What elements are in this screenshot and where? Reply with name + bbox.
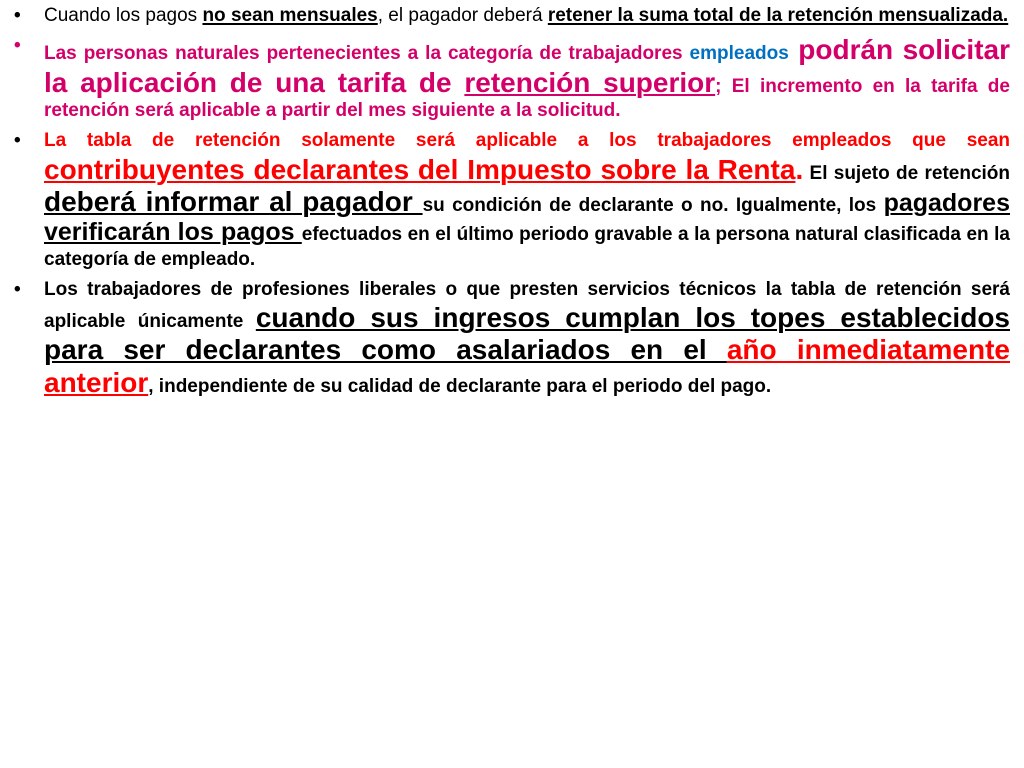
text-segment: efectuados en el último periodo gravable a la persona natural clasificada en la categoría de empleado. bbox=[44, 224, 1010, 270]
bullet-dot: • bbox=[14, 5, 21, 26]
text-segment: La tabla de retención solamente será aplicable a los trabajadores empleados que sean bbox=[44, 130, 1010, 152]
emphasis-cuando-sus-ingresos: cuando sus ingresos cumplan los topes establecidos para ser declarantes como asalariados en el bbox=[44, 302, 1010, 366]
text-segment: , el pagador deberá bbox=[377, 5, 548, 26]
bullet-item-2 bbox=[0, 34, 1024, 123]
emphasis-no-sean-mensuales: no sean mensuales bbox=[202, 5, 378, 26]
emphasis-retener-suma-total: retener la suma total de la retención mensualizada. bbox=[547, 5, 1009, 26]
bullet-list bbox=[0, 4, 1024, 405]
text-segment: ; El incremento en la tarifa de retención será aplicable a partir del mes siguiente a la solicitud. bbox=[44, 75, 1010, 121]
emphasis-ano-inmediatamente-anterior: año inmediatamente anterior bbox=[44, 334, 1010, 398]
text-segment: Las personas naturales pertenecientes a la categoría de trabajadores bbox=[44, 43, 690, 65]
emphasis-retencion-superior: retención superior bbox=[464, 66, 716, 98]
bullet-dot: • bbox=[14, 130, 21, 152]
emphasis-contribuyentes-declarantes: contribuyentes declarantes del Impuesto sobre la Renta bbox=[44, 153, 796, 185]
bullet-dot: • bbox=[14, 278, 21, 300]
bullet-dot: • bbox=[14, 35, 21, 57]
text-segment: Los trabajadores de profesiones liberales o que presten servicios técnicos la tabla de retención será aplicable únicamente bbox=[44, 278, 1010, 333]
emphasis-debera-informar: deberá informar al pagador bbox=[44, 185, 423, 217]
bullet-item-1 bbox=[0, 4, 1024, 28]
text-segment: Cuando los pagos bbox=[44, 5, 203, 26]
bullet-item-4 bbox=[0, 278, 1024, 399]
emphasis-pagadores-verificaran: pagadores verificarán los pagos bbox=[44, 188, 1010, 247]
bullet-item-3 bbox=[0, 129, 1024, 272]
emphasis-podran-solicitar: podrán solicitar la aplicación de una tarifa de bbox=[44, 34, 1010, 98]
text-segment: . bbox=[795, 153, 804, 185]
text-segment: El sujeto de retención bbox=[803, 162, 1010, 184]
text-segment: , independiente de su calidad de declarante para el periodo del pago. bbox=[148, 375, 772, 397]
text-segment: su condición de declarante o no. Igualmente, los bbox=[422, 194, 884, 216]
emphasis-empleados: empleados bbox=[689, 43, 789, 65]
